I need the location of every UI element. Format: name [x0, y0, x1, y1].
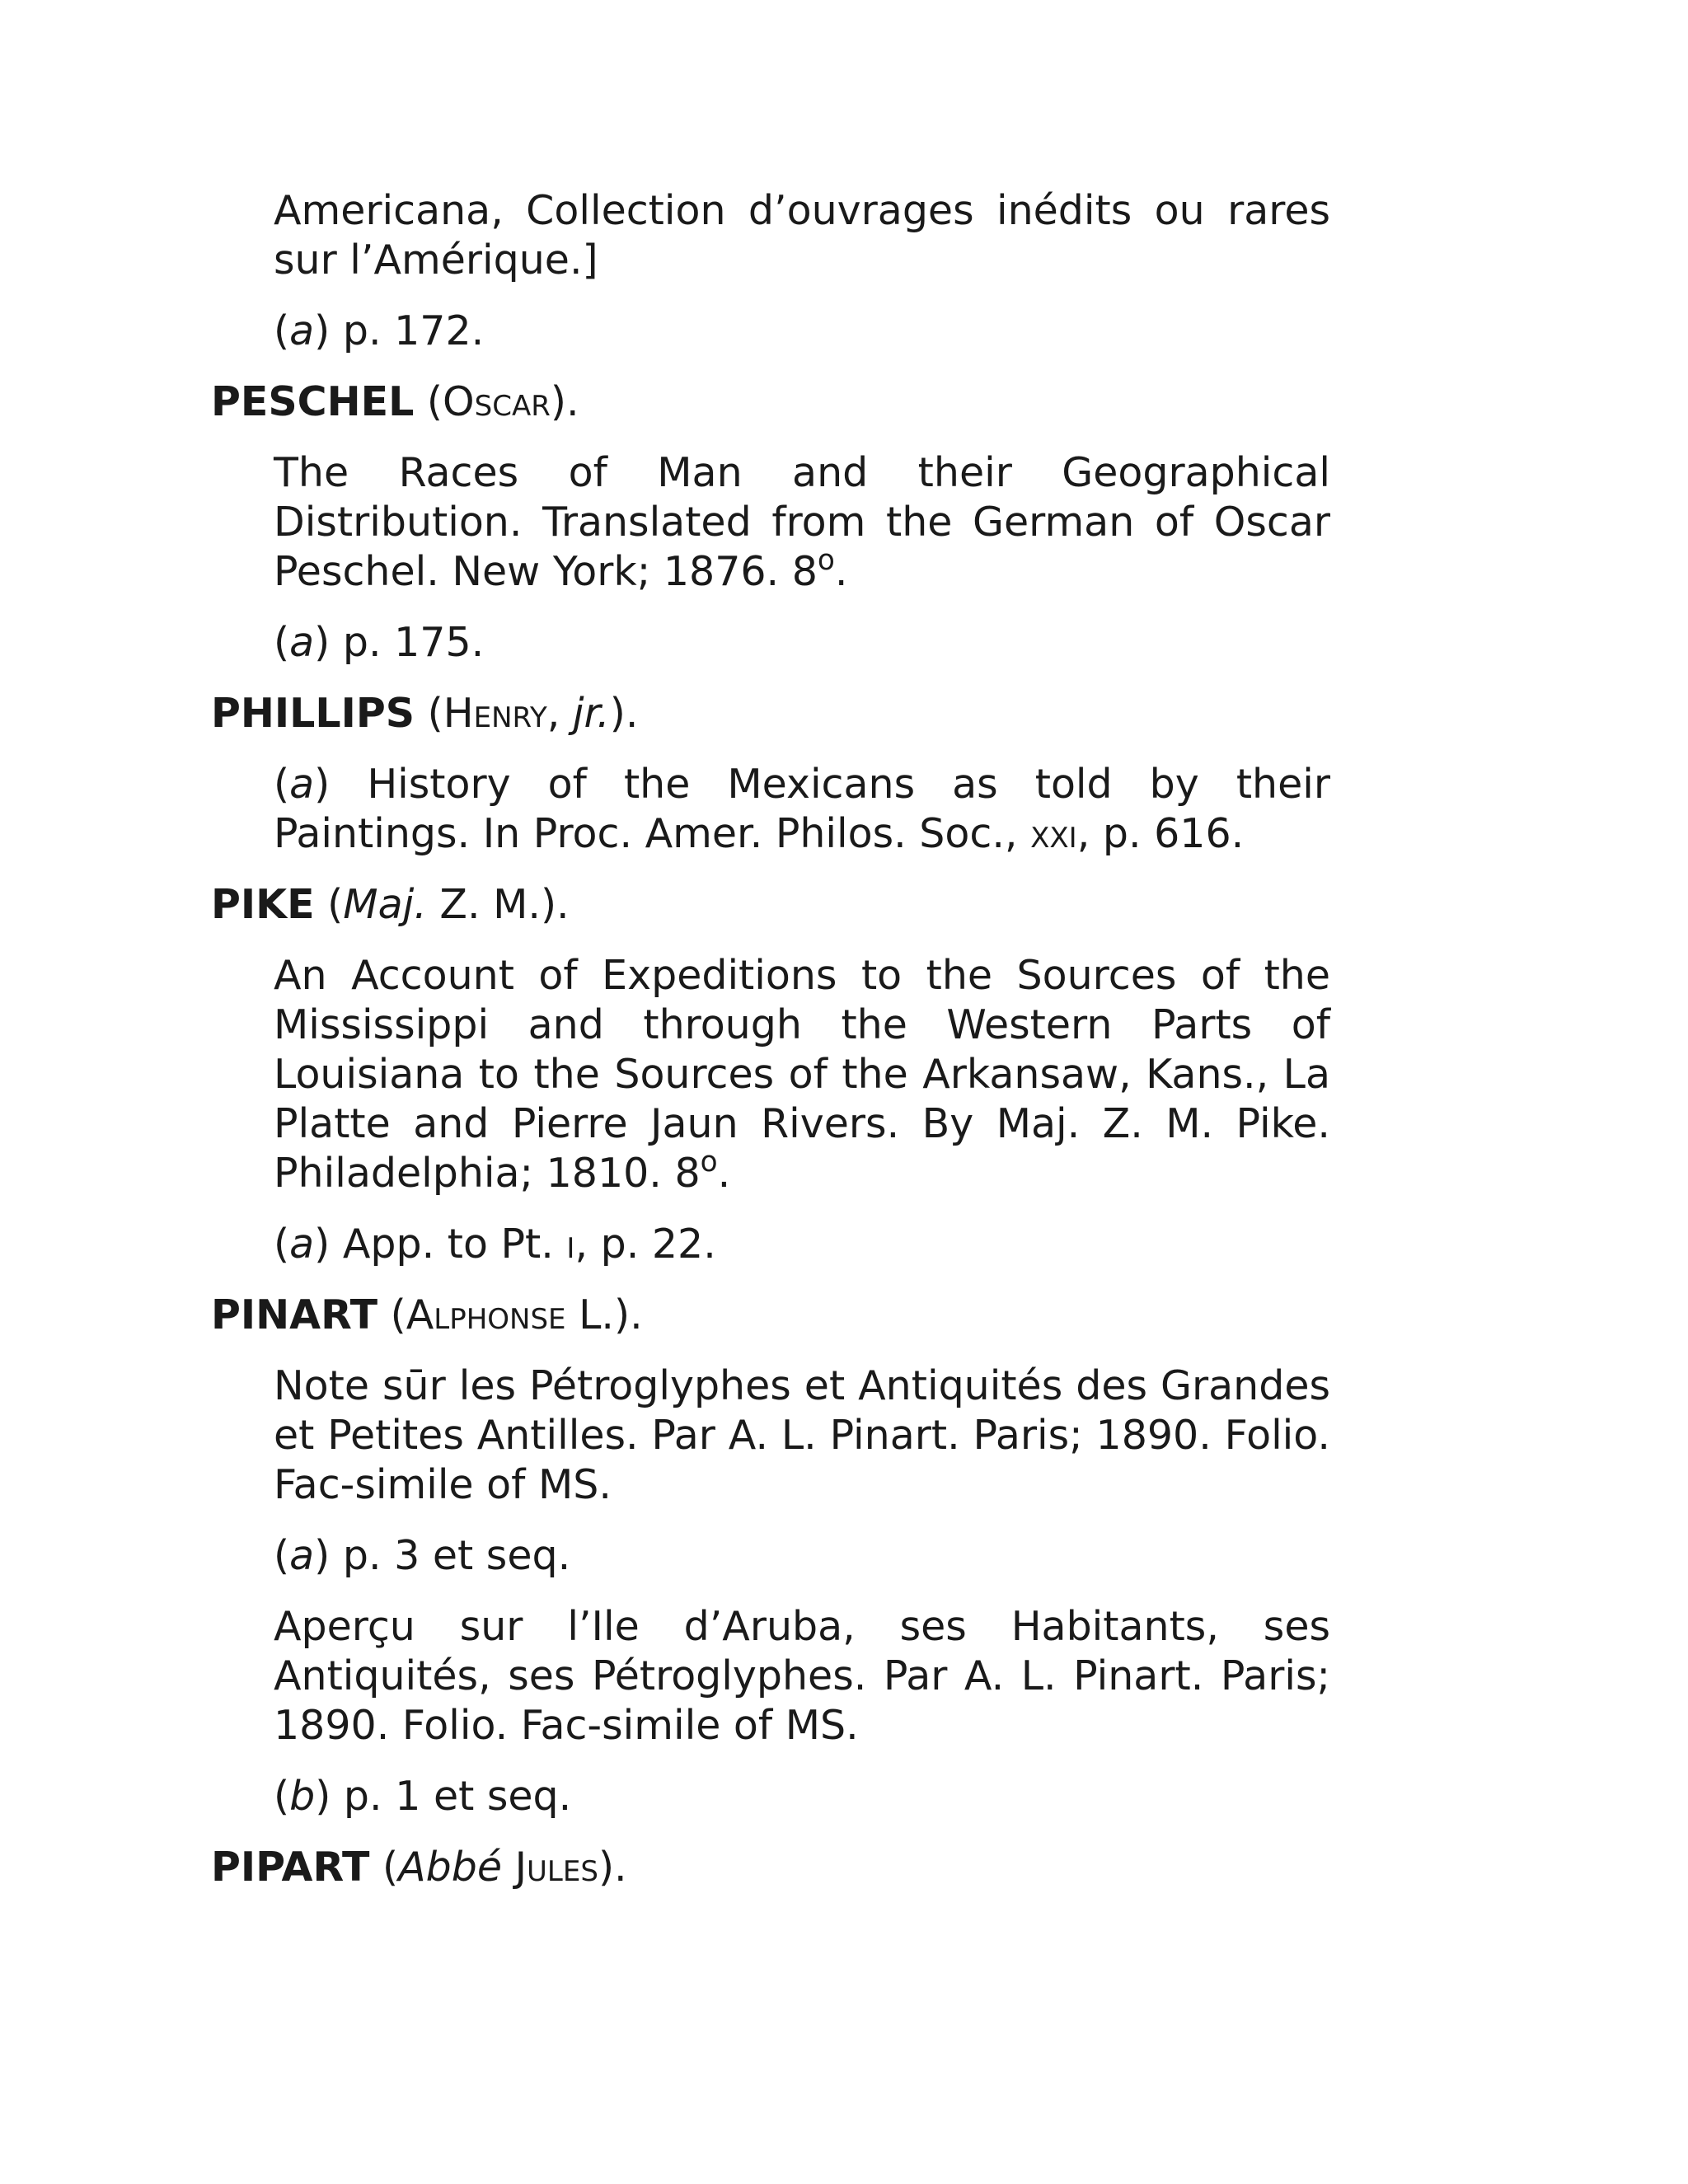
entry-heading-phillips — [211, 689, 1330, 738]
entry-heading-pipart — [211, 1843, 1330, 1892]
surname: PINART — [211, 1291, 378, 1338]
reference-peschel: (a) p. 175. — [274, 619, 485, 666]
ref-text-end: , p. 616. — [1076, 810, 1245, 857]
ref-letter: b — [289, 1773, 316, 1820]
work-paragraph-pinart-1: Note sūr les Pétroglyphes et Antiquités des Grandes et Petites Antilles. Par A. L. Pinart. Paris; 1890. Folio. Fac-simile of MS. — [274, 1362, 1330, 1508]
reference-pike: (a) App. to Pt. i, p. 22. — [274, 1221, 716, 1268]
given-name: Alphonse — [406, 1291, 566, 1338]
ref-text: History of the Mexicans as told by their Paintings. In Proc. Amer. Philos. Soc., — [274, 761, 1330, 857]
paren-open: ( — [369, 1844, 399, 1891]
entry-heading-pinart — [211, 1291, 1330, 1340]
surname: PIPART — [211, 1844, 370, 1891]
paren-open: ( — [314, 881, 344, 928]
given-name: Z. M.). — [426, 881, 570, 928]
ref-letter: a — [289, 1221, 315, 1268]
surname: PHILLIPS — [211, 690, 415, 737]
given-name: Oscar — [443, 378, 551, 425]
ref-letter: a — [289, 619, 315, 666]
format-superscript: o — [700, 1146, 718, 1179]
ref-letter: a — [289, 761, 315, 808]
entry-heading-peschel — [211, 377, 1330, 427]
bibliography-text — [211, 186, 1330, 1914]
paren-close: ). — [609, 690, 639, 737]
title-italic: Abbé — [398, 1844, 503, 1891]
work-end: . — [717, 1150, 731, 1197]
continuation-paragraph: Americana, Collection d’ouvrages inédits ou rares sur l’Amérique.] — [274, 187, 1330, 284]
paren-close: ). — [550, 378, 579, 425]
work-paragraph-peschel — [274, 448, 1330, 597]
work-paragraph-pinart-2: Aperçu sur l’Ile d’Aruba, ses Habitants, ses Antiquités, ses Pétroglyphes. Par A. L. Pinart. Paris; 1890. Folio. Fac-simile of MS. — [274, 1603, 1330, 1749]
work-text: An Account of Expeditions to the Sources of the Mississippi and through the Western Parts of Louisiana to the Sources of the Arkansaw, Kans., La Platte and Pierre Jaun Rivers. By Maj. Z. M. Pike. Philadelphia; 1810. 8 — [274, 952, 1330, 1197]
ref-text: p. 172. — [330, 307, 485, 354]
entry-heading-pike — [211, 880, 1330, 930]
ref-letter: a — [289, 1532, 315, 1579]
space — [502, 1844, 515, 1891]
ref-text: p. 1 et seq. — [331, 1773, 572, 1820]
given-name: Jules — [514, 1844, 598, 1891]
work-end: . — [834, 548, 848, 595]
ref-text: App. to Pt. — [330, 1221, 567, 1268]
ref-letter: a — [289, 307, 315, 354]
format-superscript: o — [817, 544, 835, 578]
surname: PESCHEL — [211, 378, 415, 425]
paren-open: ( — [414, 378, 443, 425]
paren-open: ( — [415, 690, 443, 737]
paren-close: ). — [598, 1844, 627, 1891]
reference-pinart-2: (b) p. 1 et seq. — [274, 1773, 572, 1820]
surname: PIKE — [211, 881, 315, 928]
paren-open: ( — [377, 1291, 406, 1338]
given-rest: L.). — [565, 1291, 643, 1338]
ref-text-end: , p. 22. — [574, 1221, 716, 1268]
reference-phillips: (a) History of the Mexicans as told by their Paintings. In Proc. Amer. Philos. Soc., xxi, p. 616. — [274, 761, 1330, 857]
ref-text: p. 3 et seq. — [330, 1532, 571, 1579]
work-text: The Races of Man and their Geographical Distribution. Translated from the German of Oscar Peschel. New York; 1876. 8 — [274, 449, 1330, 595]
ref-text: p. 175. — [330, 619, 485, 666]
ref-part: i — [566, 1221, 575, 1268]
reference-pinart-1: (a) p. 3 et seq. — [274, 1532, 571, 1579]
title-italic: Maj. — [343, 881, 427, 928]
ref-volume: xxi — [1030, 810, 1077, 857]
continuation-reference: (a) p. 172. — [274, 307, 485, 354]
separator: , — [546, 690, 573, 737]
work-paragraph-pike — [274, 951, 1330, 1198]
given-suffix-italic: jr. — [572, 690, 610, 737]
given-name: Henry — [443, 690, 547, 737]
